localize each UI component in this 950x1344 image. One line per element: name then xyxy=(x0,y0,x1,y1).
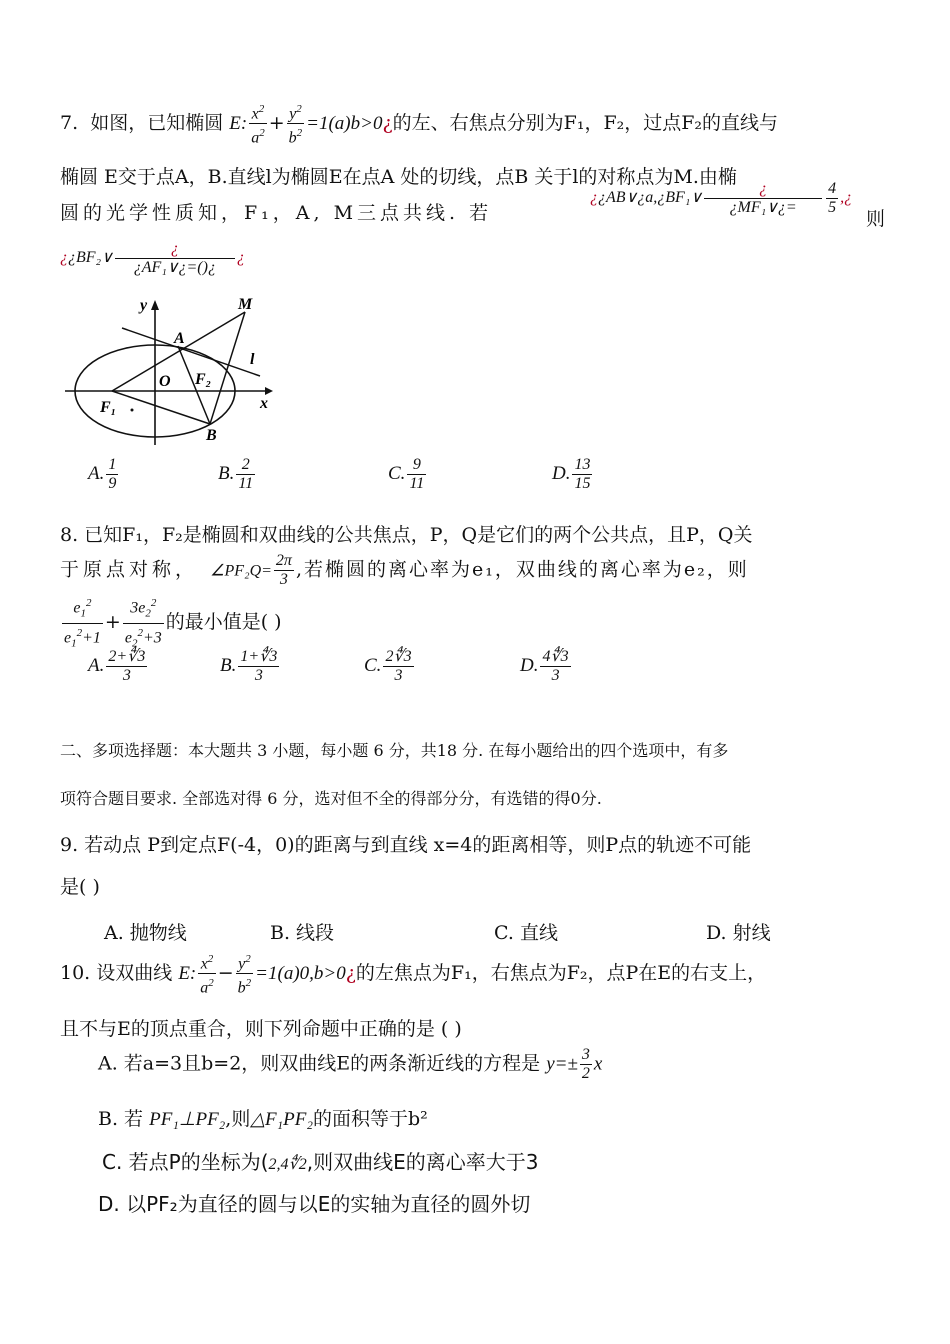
q8-line2: 于原点对称， ∠PF₂Q= $\frac{2\pi}{3}$ ,若椭圆的离心率为e₁，双曲线的离心率为e₂，则 xyxy=(60,552,749,588)
q7-line3-val: $\frac{4}{5}$ xyxy=(828,180,837,216)
q7-ellipse-cond: =1(a)b>0 xyxy=(306,112,383,134)
q8-line1: 8. 已知F₁，F₂是椭圆和双曲线的公共焦点，P，Q是它们的两个公共点，且P，Q关 xyxy=(60,524,753,546)
q7-ellipse-e: E: xyxy=(229,112,248,134)
q7-line4-expr: ¿BF₂∨ xyxy=(68,249,113,267)
q10-option-a[interactable]: A. 若a=3且b=2，则双曲线E的两条渐近线的方程是 y=± $\frac{3}{2}$ x xyxy=(98,1046,603,1082)
q9-line1: 9. 若动点 P到定点F(-4，0)的距离与到直线 x=4的距离相等，则P点的轨迹不可能 xyxy=(60,834,752,856)
q7-line3-expr-left: ¿AB∨¿a,¿BF₁∨ xyxy=(598,189,703,207)
q10-line2: 且不与E的顶点重合，则下列命题中正确的是 ( ) xyxy=(60,1018,462,1040)
q10-option-c[interactable]: C. 若点P的坐标为(2,4∜2,则双曲线E的离心率大于3 xyxy=(102,1150,539,1174)
q8-frac2: $\frac{3e_2^2}{e_2^2+3}$ xyxy=(123,594,164,652)
q9-line2: 是( ) xyxy=(60,876,100,898)
q7-then: 则 xyxy=(866,208,886,230)
y-axis-arrow xyxy=(151,300,159,310)
q8-option-b[interactable]: B. $\frac{1+∜3}{3}$ xyxy=(220,648,278,684)
tangent-line-l xyxy=(122,328,260,376)
q7-option-c[interactable]: C. $\frac{9}{11}$ xyxy=(388,456,425,492)
ellipse-figure xyxy=(60,290,280,450)
q7-line3-frac: $\frac{¿}{\text{¿MF₁∨¿=}}$ xyxy=(704,180,822,217)
q7-frac-x: $\frac{x^2}{a^2}$ xyxy=(249,100,267,148)
q7-line2: 椭圆 E交于点A，B.直线l为椭圆E在点A 处的切线，点B 关于l的对称点为M.由椭 xyxy=(60,166,737,188)
label-b: B xyxy=(206,427,217,444)
q10-line1: 10. 设双曲线 E: $\frac{x^2}{a^2}$ − $\frac{y^2}{b^2}$ =1(a)0,b>0¿的左焦点为F₁，右焦点为F₂，点P在E的右支上， xyxy=(60,950,766,998)
q7-option-b[interactable]: B. $\frac{2}{11}$ xyxy=(218,456,254,492)
q10-option-d[interactable]: D. 以PF₂为直径的圆与以E的实轴为直径的圆外切 xyxy=(98,1192,531,1216)
q7-ellipse-tail: 的左、右焦点分别为F₁，F₂，过点F₂的直线与 xyxy=(392,111,779,134)
q7-line3 xyxy=(60,198,492,225)
q7-line4: ¿¿BF₂∨ $\frac{¿}{\text{¿AF₁∨¿=()¿}}$ ¿ xyxy=(60,240,245,276)
q8-option-d[interactable]: D. $\frac{4∜3}{3}$ xyxy=(520,648,569,684)
q8-option-a[interactable]: A. $\frac{2+∜3}{3}$ xyxy=(88,648,146,684)
x-axis-arrow xyxy=(265,387,273,395)
q8-line3: $\frac{e_1^2}{e_1^2+1}$ + $\frac{3e_2^2}{e_2^2+3}$ 的最小值是( ) xyxy=(60,594,282,652)
q9-option-a[interactable]: A. 抛物线 xyxy=(104,922,187,944)
label-f1: F₁ xyxy=(100,399,117,416)
section2-line1: 二、多项选择题：本大题共 3 小题，每小题 6 分，共18 分. 在每小题给出的四个选项中，有多 xyxy=(60,741,729,760)
q7-frac-y: $\frac{y^2}{b^2}$ xyxy=(287,100,305,148)
q7-line1: 7. 如图，已知椭圆 E: $\frac{x^2}{a^2}$ + $\frac{y^2}{b^2}$ =1(a)b>0¿的左、右焦点分别为F₁，F₂，过点F₂的直线与 xyxy=(60,100,778,148)
label-a: A xyxy=(174,330,185,347)
point-dot xyxy=(131,409,134,412)
label-y: y xyxy=(140,297,148,314)
label-o: O xyxy=(159,373,171,390)
q7-number: 7. xyxy=(60,111,79,134)
q7-line3-expr: ¿¿AB∨¿a,¿BF₁∨ $\frac{¿}{\text{¿MF₁∨¿=}}$ $\frac{4}{5}$ ,¿ xyxy=(590,180,853,216)
q9-option-c[interactable]: C. 直线 xyxy=(494,922,558,944)
label-m: M xyxy=(238,296,253,313)
q8-frac1: $\frac{e_1^2}{e_1^2+1}$ xyxy=(62,594,103,652)
label-l: l xyxy=(250,351,255,368)
segment-f1-m xyxy=(112,312,245,391)
q7-option-d[interactable]: D. $\frac{13}{15}$ xyxy=(552,456,591,492)
q9-option-b[interactable]: B. 线段 xyxy=(270,922,335,944)
q7-line4-frac: $\frac{¿}{\text{¿AF₁∨¿=()¿}}$ xyxy=(115,240,235,277)
label-x: x xyxy=(260,395,268,412)
q7-option-a[interactable]: A. $\frac{1}{9}$ xyxy=(88,456,117,492)
q7-intro: 如图，已知椭圆 xyxy=(90,111,224,134)
section2-line2: 项符合题目要求. 全部选对得 6 分，选对但不全的得部分分，有选错的得0分. xyxy=(60,789,602,808)
q7-line3-text: 圆的光学性质知，F₁，A, M三点共线. 若 xyxy=(60,202,493,224)
q8-option-c[interactable]: C. $\frac{2∜3}{3}$ xyxy=(364,648,412,684)
label-f2: F₂ xyxy=(195,371,212,388)
q9-option-d[interactable]: D. 射线 xyxy=(706,922,771,944)
q10-option-b[interactable]: B. 若 PF₁⊥PF₂,则△F₁PF₂的面积等于b² xyxy=(98,1108,428,1130)
segment-f1-b xyxy=(112,391,210,424)
